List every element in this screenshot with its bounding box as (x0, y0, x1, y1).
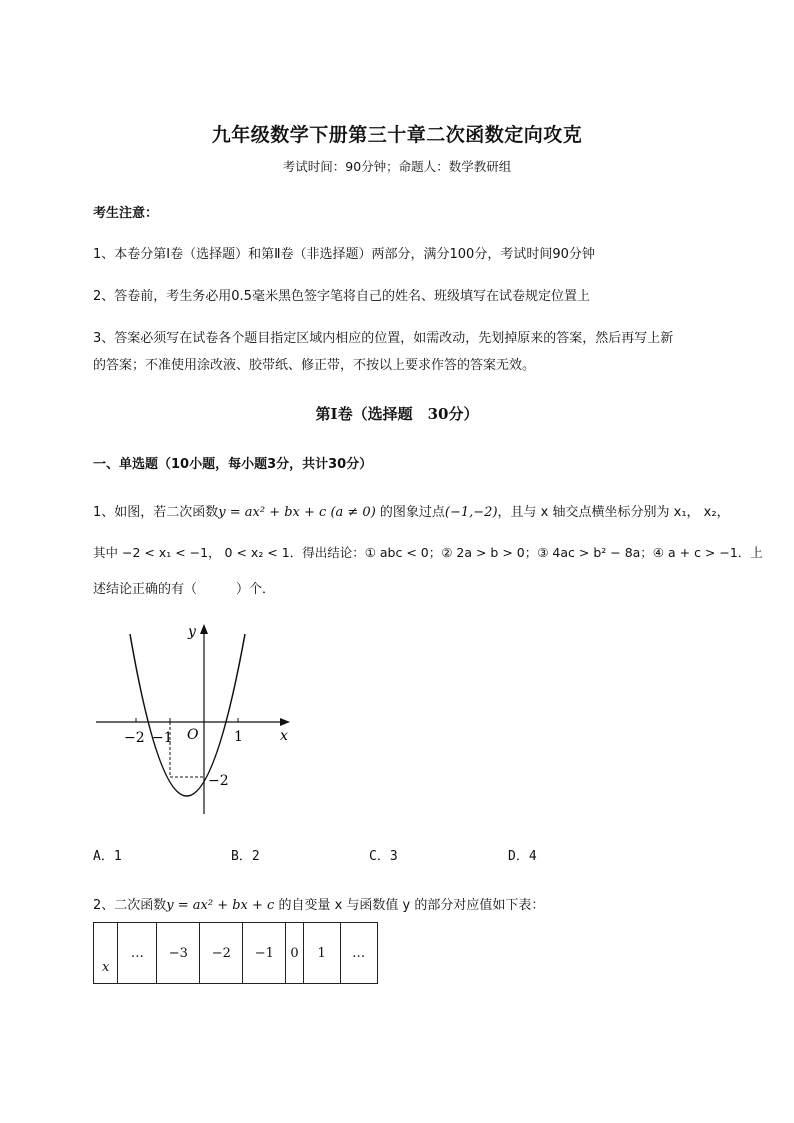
x-axis-arrow (280, 718, 290, 726)
parabola-graph (90, 618, 300, 818)
label-neg2: −2 (124, 730, 145, 746)
option-a[interactable]: A．1 (93, 849, 122, 864)
q1-point: (−1,−2) (444, 505, 498, 520)
table-cell: −3 (157, 923, 200, 984)
notice-item-3-cont: 的答案；不准使用涂改液、胶带纸、修正带，不按以上要求作答的答案无效。 (93, 358, 536, 373)
x-axis-label: x (280, 728, 288, 744)
table-cell: 0 (286, 923, 303, 984)
value-table (93, 922, 378, 984)
table-cell: 1 (303, 923, 340, 984)
origin-label: O (187, 727, 199, 743)
part-heading: 一、单选题（10小题，每小题3分，共计30分） (93, 457, 373, 472)
section-title: 第I卷（选择题 30分） (315, 405, 479, 423)
label-1: 1 (234, 729, 243, 745)
option-d[interactable]: D．4 (508, 849, 537, 864)
q1-line3: 述结论正确的有（ ）个． (93, 582, 276, 597)
q1-tail: ，且与 x 轴交点横坐标分别为 x₁， x₂， (497, 505, 730, 520)
notice-item-1: 1、本卷分第I卷（选择题）和第Ⅱ卷（非选择题）两部分，满分100分，考试时间90分钟 (93, 247, 595, 262)
table-cell: −1 (243, 923, 286, 984)
option-b[interactable]: B．2 (231, 849, 260, 864)
table-cell: … (340, 923, 377, 984)
q2-prefix: 2、二次函数 (93, 898, 167, 913)
page-title: 九年级数学下册第三十章二次函数定向攻克 (211, 124, 583, 146)
table-cell: … (118, 923, 157, 984)
notice-item-3: 3、答案必须写在试卷各个题目指定区域内相应的位置，如需改动，先划掉原来的答案，然后再写上新 (93, 331, 674, 346)
notice-item-2: 2、答卷前，考生务必用0.5毫米黑色签字笔将自己的姓名、班级填写在试卷规定位置上 (93, 289, 590, 304)
q2-tail: 的自变量 x 与函数值 y 的部分对应值如下表： (274, 898, 545, 913)
q2-function: y = ax² + bx + c (166, 898, 275, 913)
y-axis-label: y (188, 624, 196, 640)
label-neg1: −1 (152, 730, 173, 746)
q1-prefix: 1、如图，若二次函数 (93, 505, 219, 520)
exam-subtitle: 考试时间：90分钟；命题人：数学教研组 (282, 159, 512, 174)
q2-line1 (93, 894, 544, 913)
option-c[interactable]: C．3 (369, 849, 398, 864)
q1-function: y = ax² + bx + c (a ≠ 0) (218, 505, 376, 520)
parabola-curve (130, 634, 245, 796)
table-row (94, 923, 378, 984)
q1-line2: 其中 −2 < x₁ < −1， 0 < x₂ < 1．得出结论：① abc < 0；② 2a > b > 0；③ 4ac > b² − 8a；④ a + c > −1．上 (93, 545, 763, 560)
q1-line1 (93, 501, 730, 520)
label-y-neg2: −2 (208, 773, 229, 789)
notice-heading: 考生注意： (93, 206, 159, 221)
table-cell: −2 (200, 923, 243, 984)
table-cell: x (94, 923, 118, 984)
q1-mid: 的图象过点 (375, 505, 445, 520)
y-axis-arrow (200, 624, 208, 634)
